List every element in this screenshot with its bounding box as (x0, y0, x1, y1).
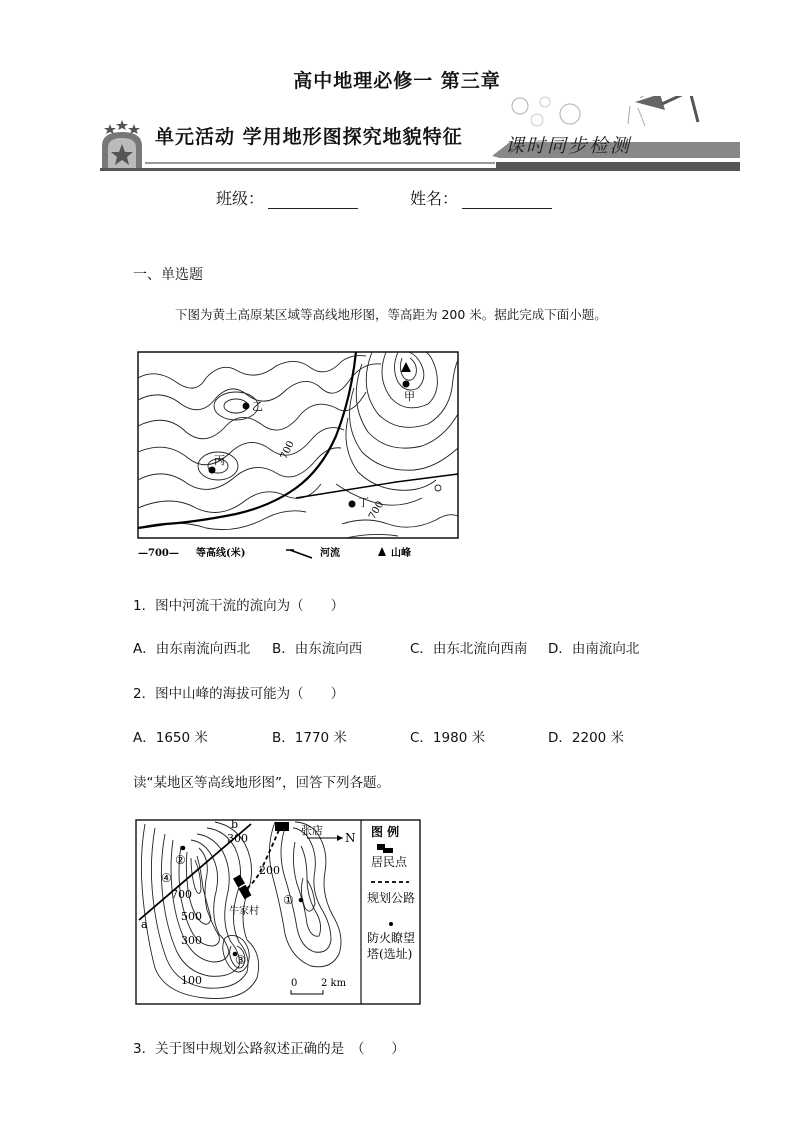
intro-text-1: 下图为黄土高原某区域等高线地形图，等高距为 200 米。据此完成下面小题。 (175, 307, 607, 322)
contour-label: 500 (181, 910, 202, 923)
question-1-option-d[interactable]: D．由南流向北 (548, 641, 640, 657)
class-blank[interactable] (268, 190, 358, 209)
tower-label-4: ④ (161, 871, 172, 885)
map-legend (138, 546, 411, 559)
scale-2km: 2 km (321, 978, 347, 989)
legend-title: 图 例 (371, 825, 400, 839)
question-1-option-a[interactable]: A．由东南流向西北 (133, 641, 251, 657)
question-1-option-c[interactable]: C．由东北流向西南 (410, 641, 528, 657)
question-2-option-a[interactable]: A．1650 米 (133, 730, 208, 746)
section-title: 一、单选题 (133, 267, 203, 283)
contour-label: 100 (181, 974, 202, 987)
point-jia (403, 381, 410, 388)
tower-label-1: ① (283, 893, 294, 907)
section-tag: 课时同步检测 (505, 135, 632, 157)
lamp-icon (628, 96, 698, 126)
scale-zero: 0 (291, 978, 298, 989)
contour-label: 300 (227, 832, 248, 845)
unit-title: 单元活动 学用地形图探究地貌特征 (155, 126, 463, 148)
contour-label-700: 700 (367, 499, 387, 522)
label-jia: 甲 (404, 390, 415, 403)
legend-contour-sample: —700— (138, 548, 179, 559)
name-label: 姓名： (410, 189, 459, 208)
label-north: N (345, 831, 356, 845)
legend-settlement: 居民点 (371, 855, 408, 869)
class-label: 班级： (216, 189, 265, 208)
tower-label-3: ③ (235, 953, 246, 967)
label-niujiacun: 牛家村 (229, 906, 259, 917)
name-blank[interactable] (462, 190, 552, 209)
contour-label: 300 (181, 934, 202, 947)
tower-legend-icon (389, 922, 393, 926)
question-3-stem: 3．关于图中规划公路叙述正确的是 （ ） (133, 1041, 405, 1057)
bubble-decoration (560, 104, 580, 124)
contour-label: 700 (171, 888, 192, 901)
legend-river: 河流 (320, 548, 340, 559)
legend-peak: 山峰 (391, 548, 411, 559)
page-title: 高中地理必修一 第三章 (293, 70, 501, 92)
label-yi: 乙 (252, 400, 263, 413)
peak-legend-icon (378, 547, 386, 556)
bubble-decoration (512, 98, 528, 114)
label-a: a (141, 918, 148, 931)
question-2-stem: 2．图中山峰的海拔可能为（ ） (133, 686, 345, 702)
question-2-option-c[interactable]: C．1980 米 (410, 730, 486, 746)
contour-map-2 (135, 818, 423, 1008)
label-zhangdian: 张店 (301, 824, 323, 837)
intro-text-2: 读“某地区等高线地形图”，回答下列各题。 (133, 775, 390, 791)
star-badge-icon (102, 120, 142, 168)
contour-label-700: 700 (278, 439, 297, 462)
question-1-option-b[interactable]: B．由东流向西 (272, 641, 363, 657)
legend-road: 规划公路 (367, 891, 416, 905)
river-legend-icon (286, 550, 312, 558)
name-field[interactable] (410, 186, 552, 209)
legend-tower-line1: 防火瞭望 (367, 931, 416, 945)
question-1-stem: 1．图中河流干流的流向为（ ） (133, 598, 345, 614)
legend-contour: 等高线(米) (196, 548, 246, 559)
contour-label: 200 (259, 864, 280, 877)
label-bing: 丙 (214, 454, 225, 467)
legend-tower-line2: 塔(选址) (367, 947, 413, 961)
question-2-option-d[interactable]: D．2200 米 (548, 730, 625, 746)
class-field[interactable] (216, 186, 358, 209)
point-yi (243, 403, 250, 410)
point-ding (349, 501, 356, 508)
contour-map-1 (136, 348, 462, 563)
tower-label-2: ② (175, 853, 186, 867)
settlement-zhangdian-icon (275, 822, 289, 831)
question-2-option-b[interactable]: B．1770 米 (272, 730, 347, 746)
label-ding: 丁 (358, 496, 369, 509)
label-b: b (231, 818, 239, 831)
point-bing (209, 467, 216, 474)
